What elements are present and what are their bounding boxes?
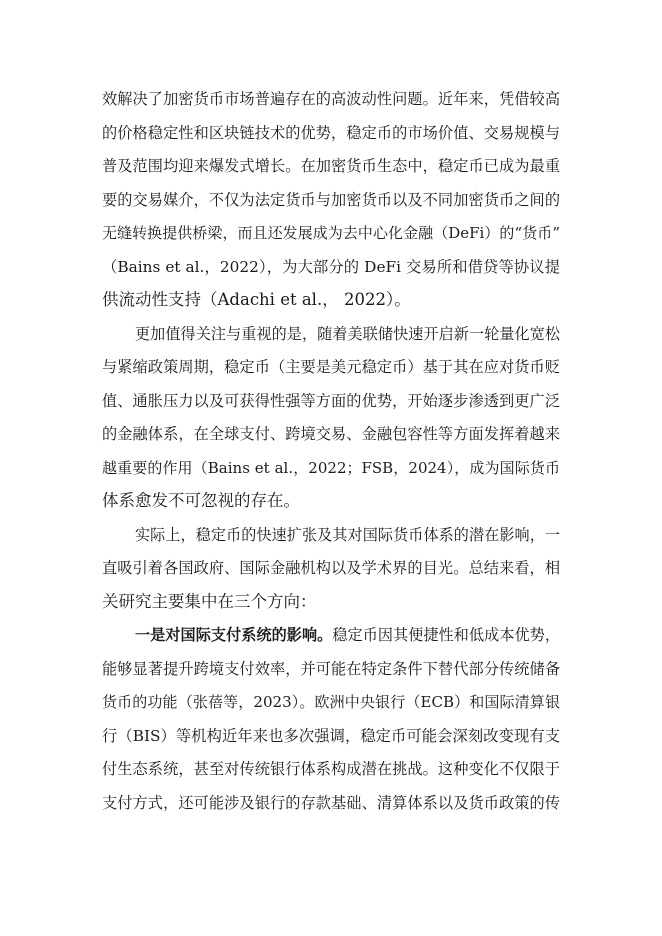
text-run: 稳定币因其便捷性和低成本优势， xyxy=(332,626,560,644)
text-line: 的金融体系，在全球支付、跨境交易、金融包容性等方面发挥着越来 xyxy=(102,425,560,443)
paragraph-3 xyxy=(102,520,560,621)
text-line: 无缝转换提供桥梁，而且还发展成为去中心化金融（DeFi）的“货币” xyxy=(102,224,560,242)
paragraph-4 xyxy=(102,620,560,821)
text-line: 能够显著提升跨境支付效率，并可能在特定条件下替代部分传统储备 xyxy=(102,659,560,678)
text-line: 直吸引着各国政府、国际金融机构以及学术界的目光。总结来看，相 xyxy=(102,559,560,577)
text-line: 更加值得关注与重视的是，随着美联储快速开启新一轮量化宽松 xyxy=(135,324,560,343)
lead-heading: 一是对国际支付系统的影响。 xyxy=(135,626,333,644)
text-line: 值、通胀压力以及可获得性强等方面的优势，开始逐步渗透到更广泛 xyxy=(102,391,560,410)
text-line: 效解决了加密货币市场普遍存在的高波动性问题。近年来，凭借较高 xyxy=(102,90,560,108)
text-line: （Bains et al.，2022），为大部分的 DeFi 交易所和借贷等协议提 xyxy=(102,257,560,276)
text-line: 越重要的作用（Bains et al.，2022；FSB，2024），成为国际货币 xyxy=(102,458,560,477)
text-line: 要的交易媒介，不仅为法定货币与加密货币以及不同加密货币之间的 xyxy=(102,190,560,209)
body-text xyxy=(102,84,560,821)
text-line: 行（BIS）等机构近年来也多次强调，稳定币可能会深刻改变现有支 xyxy=(102,726,560,745)
text-line: 支付方式，还可能涉及银行的存款基础、清算体系以及货币政策的传 xyxy=(102,793,560,812)
text-line: 实际上，稳定币的快速扩张及其对国际货币体系的潜在影响，一 xyxy=(135,525,560,544)
text-line: 的价格稳定性和区块链技术的优势，稳定币的市场价值、交易规模与 xyxy=(102,123,560,142)
text-line: 普及范围均迎来爆发式增长。在加密货币生态中，稳定币已成为最重 xyxy=(102,157,560,175)
text-line: 供流动性支持（Adachi et al.， 2022）。 xyxy=(102,290,411,309)
text-line: 付生态系统，甚至对传统银行体系构成潜在挑战。这种变化不仅限于 xyxy=(102,760,560,778)
text-line: 体系愈发不可忽视的存在。 xyxy=(102,491,300,510)
text-line: 与紧缩政策周期，稳定币（主要是美元稳定币）基于其在应对货币贬 xyxy=(102,358,560,376)
paragraph-2 xyxy=(102,319,560,520)
text-line: 货币的功能（张蓓等，2023）。欧洲中央银行（ECB）和国际清算银 xyxy=(102,693,560,711)
text-line xyxy=(102,620,560,654)
paragraph-1 xyxy=(102,84,560,319)
text-line: 关研究主要集中在三个方向： xyxy=(102,591,317,611)
